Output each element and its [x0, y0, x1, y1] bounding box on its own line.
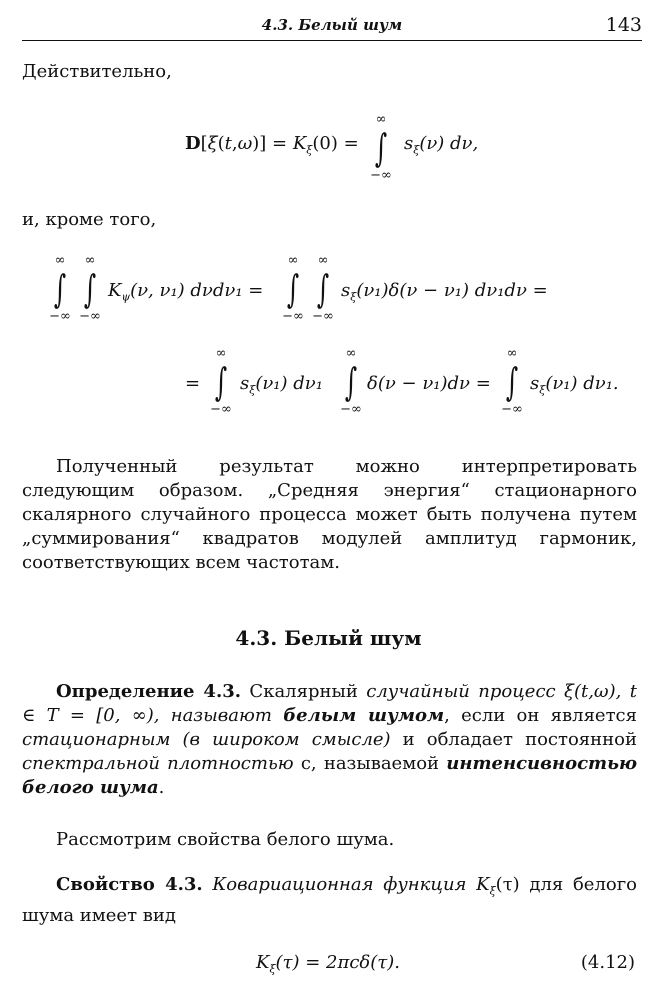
eq2-integral-2 — [73, 253, 107, 325]
eq3-int1-lower: −∞ — [210, 402, 232, 417]
eq2-left-k: K — [108, 280, 122, 301]
eq3-lead: = — [185, 373, 201, 394]
eq3-int1-upper: ∞ — [215, 346, 227, 361]
integral-sign: ∫ — [214, 360, 228, 404]
eq3-term-3 — [530, 373, 619, 397]
eq3-int2-upper: ∞ — [345, 346, 357, 361]
integral-sign: ∫ — [53, 267, 67, 311]
eq1-rhs-sub: ξ — [413, 143, 420, 157]
definition-text-3: ξ(t,ω), t ∈ T = [0, ∞), называют — [22, 681, 637, 726]
property-label: Свойство 4.3. — [56, 874, 203, 895]
eq2-integral-3 — [276, 253, 310, 325]
eq1-rhs-tail: (ν) dν, — [419, 133, 479, 154]
definition-text-5: , если он является — [444, 705, 637, 726]
term-spectral-density: спектральной плотностью — [22, 753, 294, 774]
eq4-k: K — [256, 952, 270, 973]
eq3-integral-2 — [334, 346, 368, 418]
running-header — [22, 10, 642, 41]
term-stationary: стационарным (в широком смысле) — [22, 729, 391, 750]
eq4-rhs: (τ) = 2πcδ(τ). — [275, 952, 400, 973]
term-white-noise: белым шумом — [283, 705, 445, 726]
eq3-int3-lower: −∞ — [501, 402, 523, 417]
section-heading: 4.3. Белый шум — [235, 626, 422, 650]
page-number: 143 — [605, 14, 642, 36]
eq3-t3-s: s — [530, 373, 540, 394]
eq2-int2-upper: ∞ — [84, 253, 96, 268]
eq2-integral-1 — [43, 253, 77, 325]
property-paragraph — [22, 873, 637, 928]
running-title: 4.3. Белый шум — [261, 16, 403, 34]
integral-sign: ∫ — [83, 267, 97, 311]
eq2-right-s: s — [341, 280, 351, 301]
eq3-t3-sub: ξ — [539, 383, 546, 397]
eq1-sub: ξ — [306, 143, 313, 157]
integral-sign: ∫ — [286, 267, 300, 311]
eq3-int3-upper: ∞ — [506, 346, 518, 361]
eq1-rhs — [404, 133, 478, 157]
eq2-left-body — [108, 280, 263, 304]
term-covariance-function: Ковариационная функция — [202, 874, 467, 895]
eq4-formula — [256, 952, 400, 976]
property-k-sub: ξ — [489, 884, 496, 898]
integral-sign: ∫ — [505, 360, 519, 404]
paragraph-moreover: и, кроме того, — [22, 209, 157, 230]
term-intensity: интенсивностью белого шума — [22, 753, 637, 798]
equation-variance — [185, 133, 359, 157]
paragraph-indeed: Действительно, — [22, 61, 172, 82]
eq2-int2-lower: −∞ — [79, 309, 101, 324]
eq2-left-tail: (ν, ν₁) dνdν₁ = — [130, 280, 264, 301]
integral-sign: ∫ — [374, 126, 388, 170]
definition-text-9: c, называемой — [293, 753, 447, 774]
definition-text-1: Скалярный — [241, 681, 367, 702]
eq2-right-tail: (ν₁)δ(ν − ν₁) dν₁dν = — [356, 280, 548, 301]
eq2-int4-upper: ∞ — [317, 253, 329, 268]
eq2-right-sub: ξ — [350, 290, 357, 304]
eq3-integral-3 — [495, 346, 529, 418]
property-k: K — [466, 874, 490, 895]
eq2-integral-4 — [306, 253, 340, 325]
eq2-int4-lower: −∞ — [312, 309, 334, 324]
eq2-int3-lower: −∞ — [282, 309, 304, 324]
definition-paragraph — [22, 680, 637, 800]
integral-sign: ∫ — [344, 360, 358, 404]
paragraph-consider: Рассмотрим свойства белого шума. — [56, 829, 395, 850]
paragraph-interpretation: Полученный результат можно интерпретировать следующим образом. „Средняя энергия“ стационарного скалярного случайного процесса может быть получена путем „суммирования“ квадратов модулей амплитуд гармоник, соответствующих всем частотам. — [22, 456, 637, 573]
eq2-int1-upper: ∞ — [54, 253, 66, 268]
eq1-mid: (0) = — [312, 133, 359, 154]
eq1-integral — [364, 112, 398, 184]
definition-label: Определение 4.3. — [56, 681, 242, 702]
eq1-lhs: D[ξ(t,ω)] = K — [185, 133, 307, 154]
eq1-rhs-s: s — [404, 133, 414, 154]
eq2-int3-upper: ∞ — [287, 253, 299, 268]
eq3-integral-1 — [204, 346, 238, 418]
eq1-int-upper: ∞ — [375, 112, 387, 127]
eq3-t3-tail: (ν₁) dν₁. — [545, 373, 619, 394]
eq4-k-sub: ξ — [269, 962, 276, 976]
equation-number: (4.12) — [580, 952, 635, 973]
eq1-int-lower: −∞ — [370, 168, 392, 183]
eq2-int1-lower: −∞ — [49, 309, 71, 324]
eq3-t1-tail: (ν₁) dν₁ — [255, 373, 323, 394]
eq3-term-1 — [240, 373, 323, 397]
eq3-int2-lower: −∞ — [340, 402, 362, 417]
definition-text-11: . — [158, 777, 165, 798]
eq3-t1-sub: ξ — [249, 383, 256, 397]
integral-sign: ∫ — [316, 267, 330, 311]
eq3-term-2: δ(ν − ν₁)dν = — [367, 373, 491, 394]
eq2-left-sub: ψ — [121, 290, 131, 304]
definition-text-7: и обладает постоянной — [390, 729, 637, 750]
term-random-process: случайный процесс — [366, 681, 556, 702]
eq3-t1-s: s — [240, 373, 250, 394]
property-text-tail: (τ) для белого шума имеет вид — [22, 874, 637, 926]
eq2-right-body — [341, 280, 548, 304]
